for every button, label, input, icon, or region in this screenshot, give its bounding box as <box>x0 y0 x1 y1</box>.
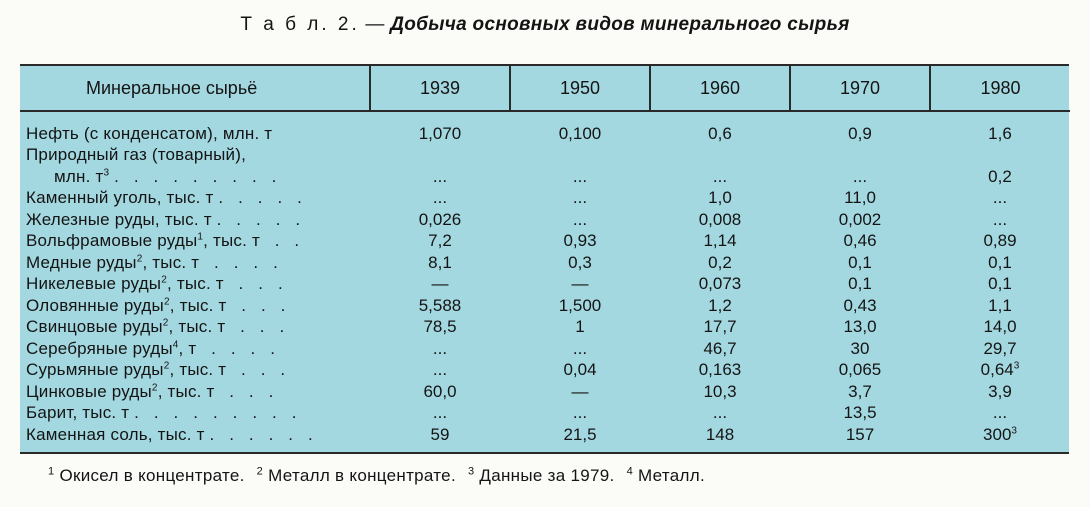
value-cell-1970 <box>790 337 930 359</box>
value-cell-1980 <box>930 273 1070 295</box>
mineral-name-suffix: . . . . . . . . . <box>129 403 297 422</box>
value-cell-1980 <box>930 294 1070 316</box>
value-text: 1,0 <box>708 188 732 207</box>
footnote-ref: 1 <box>197 231 204 243</box>
mineral-name-suffix: , тыс. т . . . <box>157 381 274 401</box>
value-text: 30 <box>850 338 870 358</box>
value-text: ... <box>712 403 728 422</box>
footnote-item <box>48 466 245 485</box>
value-cell-1950 <box>510 122 650 144</box>
value-text: 3,7 <box>848 381 872 401</box>
table-header-row <box>20 66 1070 111</box>
footnote-ref: 4 <box>172 338 179 350</box>
value-cell-1980 <box>930 337 1070 359</box>
mineral-name-suffix: , тыс. т . . . . <box>142 252 279 272</box>
value-cell-1960 <box>650 402 790 424</box>
value-text: ... <box>712 166 728 186</box>
value-text: 7,2 <box>428 231 452 250</box>
value-text: 1,070 <box>418 123 462 143</box>
mineral-table-container <box>20 64 1069 454</box>
value-text: 5,588 <box>418 295 462 315</box>
value-cell-1970 <box>790 122 930 144</box>
value-text: 0,04 <box>563 360 597 379</box>
value-text: 0,1 <box>988 274 1012 293</box>
value-cell-1960 <box>650 208 790 230</box>
footnote-text: Металл в концентрате. <box>263 466 456 485</box>
mineral-name: Каменный уголь, тыс. т <box>26 188 214 207</box>
mineral-name-cell <box>20 122 370 144</box>
value-cell-1970 <box>790 294 930 316</box>
value-cell-1939 <box>370 144 510 166</box>
value-text: 17,7 <box>703 317 737 336</box>
value-cell-1939 <box>370 423 510 445</box>
value-text: 0,065 <box>838 360 882 379</box>
value-cell-1950 <box>510 208 650 230</box>
mineral-name-cell <box>20 337 370 359</box>
mineral-name: Никелевые руды <box>26 274 162 293</box>
table-row <box>20 273 1070 295</box>
table-title <box>0 14 1090 36</box>
table-row <box>20 423 1070 445</box>
value-text: 157 <box>845 424 875 444</box>
mineral-name: Вольфрамовые руды <box>26 231 198 250</box>
value-cell-1970 <box>790 165 930 187</box>
footnotes <box>48 466 717 486</box>
footnote-ref: 2 <box>161 274 167 286</box>
value-text: 11,0 <box>844 188 876 207</box>
footnote-ref: 3 <box>103 166 110 178</box>
table-row <box>20 251 1070 273</box>
value-cell-1970 <box>790 187 930 209</box>
value-cell-1960 <box>650 337 790 359</box>
value-cell-1939 <box>370 165 510 187</box>
value-cell-1950 <box>510 144 650 166</box>
value-text: — <box>571 274 589 293</box>
footnote-number: 3 <box>467 465 475 478</box>
spacer-row <box>20 111 1070 122</box>
value-text: ... <box>992 188 1008 207</box>
mineral-name-cell <box>20 380 370 402</box>
mineral-name: Природный газ (товарный), <box>26 145 247 164</box>
value-cell-1980 <box>930 187 1070 209</box>
value-text: ... <box>572 403 588 422</box>
value-cell-1939 <box>370 359 510 381</box>
value-cell-1980 <box>930 316 1070 338</box>
value-cell-1950 <box>510 359 650 381</box>
value-cell-1939 <box>370 230 510 252</box>
value-cell-1939 <box>370 402 510 424</box>
value-text: ... <box>432 338 448 358</box>
value-text: 1 <box>575 317 585 336</box>
value-text: 8,1 <box>428 252 452 272</box>
value-text: ... <box>992 403 1008 422</box>
value-cell-1950 <box>510 423 650 445</box>
value-text: 0,6 <box>708 123 732 143</box>
footnote-ref: 3 <box>1011 424 1017 436</box>
value-text: — <box>431 274 449 293</box>
footnote-ref: 2 <box>136 252 143 264</box>
table-row <box>20 122 1070 144</box>
value-text: 14,0 <box>983 317 1017 336</box>
mineral-name: млн. т <box>54 166 104 186</box>
value-text: 0,46 <box>843 231 877 250</box>
value-text: 0,008 <box>698 209 742 229</box>
value-cell-1950 <box>510 273 650 295</box>
value-text: ... <box>432 188 448 207</box>
value-cell-1970 <box>790 273 930 295</box>
header-year-1960: 1960 <box>650 66 790 111</box>
mineral-name: Барит, тыс. т <box>26 403 130 422</box>
value-text: ... <box>432 166 448 186</box>
value-text: 148 <box>705 424 735 444</box>
header-year-1950: 1950 <box>510 66 650 111</box>
table-row <box>20 187 1070 209</box>
table-row <box>20 144 1070 166</box>
mineral-name-cell <box>20 359 370 381</box>
value-cell-1970 <box>790 402 930 424</box>
value-text: 1,1 <box>988 295 1012 315</box>
value-cell-1950 <box>510 294 650 316</box>
mineral-name-suffix: , тыс. т . . . <box>169 360 286 379</box>
value-text: 13,5 <box>843 403 877 422</box>
mineral-name-cell <box>20 230 370 252</box>
title-main: Добыча основных видов минерального сырья <box>390 14 850 35</box>
title-prefix: Т а б л. 2. <box>240 14 360 35</box>
value-cell-1950 <box>510 402 650 424</box>
value-text: 59 <box>430 424 450 444</box>
value-text: 0,89 <box>983 231 1017 250</box>
table-row <box>20 294 1070 316</box>
value-text: ... <box>992 209 1008 229</box>
value-cell-1939 <box>370 316 510 338</box>
mineral-name-cell <box>20 402 370 424</box>
mineral-name-cell <box>20 144 370 166</box>
footnote-item <box>257 466 456 485</box>
table-row <box>20 337 1070 359</box>
value-text: 0,1 <box>988 252 1012 272</box>
value-text: 13,0 <box>843 317 877 336</box>
value-text: 1,6 <box>988 123 1012 143</box>
value-cell-1939 <box>370 208 510 230</box>
value-text: 10,3 <box>703 381 737 401</box>
value-cell-1939 <box>370 251 510 273</box>
value-text: ... <box>432 360 448 379</box>
mineral-name-cell <box>20 423 370 445</box>
value-cell-1950 <box>510 316 650 338</box>
mineral-name-suffix: . . . . . <box>213 188 303 207</box>
header-year-1939: 1939 <box>370 66 510 111</box>
mineral-name-cell <box>20 251 370 273</box>
footnote-number: 1 <box>48 465 55 478</box>
value-cell-1939 <box>370 380 510 402</box>
footnote-text: Данные за 1979. <box>474 466 615 485</box>
value-text: 0,002 <box>838 209 882 229</box>
value-cell-1970 <box>790 359 930 381</box>
value-cell-1970 <box>790 316 930 338</box>
mineral-name: Свинцовые руды <box>26 317 163 336</box>
value-text: 1,500 <box>558 295 602 315</box>
value-cell-1970 <box>790 230 930 252</box>
value-cell-1980 <box>930 402 1070 424</box>
value-text: — <box>571 381 589 401</box>
table-row <box>20 316 1070 338</box>
value-cell-1950 <box>510 251 650 273</box>
value-cell-1970 <box>790 144 930 166</box>
value-text: 0,9 <box>848 123 872 143</box>
mineral-name: Железные руды, тыс. т <box>26 209 212 229</box>
mineral-name-cell <box>20 294 370 316</box>
value-text: ... <box>432 403 448 422</box>
table-row <box>20 230 1070 252</box>
value-text: 1,14 <box>703 231 737 250</box>
mineral-name-suffix: , т . . . . <box>178 338 276 358</box>
value-cell-1980 <box>930 122 1070 144</box>
value-text: 0,1 <box>848 274 872 293</box>
value-cell-1960 <box>650 380 790 402</box>
mineral-name: Каменная соль, тыс. т <box>26 424 205 444</box>
footnote-ref: 2 <box>163 360 170 372</box>
mineral-name-cell <box>20 187 370 209</box>
value-text: 0,3 <box>568 252 592 272</box>
value-text: 300 <box>983 424 1012 444</box>
value-cell-1960 <box>650 251 790 273</box>
mineral-name-suffix: , тыс. т . . . <box>167 274 283 293</box>
value-text: 0,93 <box>563 231 597 250</box>
value-text: 21,5 <box>563 424 597 444</box>
table-row <box>20 359 1070 381</box>
table-body <box>20 111 1070 445</box>
footnote-item <box>468 466 615 485</box>
mineral-production-table <box>20 66 1070 445</box>
value-text: 0,073 <box>698 274 742 293</box>
footnote-ref: 3 <box>1013 360 1020 372</box>
value-cell-1960 <box>650 122 790 144</box>
value-cell-1980 <box>930 423 1070 445</box>
value-text: ... <box>572 338 588 358</box>
value-text: ... <box>572 188 588 207</box>
footnote-number: 4 <box>626 465 633 478</box>
mineral-name-cell <box>20 208 370 230</box>
value-cell-1980 <box>930 230 1070 252</box>
header-mineral: Минеральное сырьё <box>20 66 370 111</box>
value-cell-1960 <box>650 316 790 338</box>
value-cell-1980 <box>930 359 1070 381</box>
value-cell-1960 <box>650 273 790 295</box>
value-text: 0,2 <box>708 252 732 272</box>
value-text: 46,7 <box>703 338 737 358</box>
value-text: 1,2 <box>708 295 732 315</box>
mineral-name: Нефть (с конденсатом), млн. т <box>26 123 273 143</box>
value-text: 0,100 <box>558 123 602 143</box>
mineral-name-cell <box>20 316 370 338</box>
footnote-ref: 2 <box>151 381 158 393</box>
footnote-ref: 2 <box>162 317 169 329</box>
mineral-name: Медные руды <box>26 252 137 272</box>
value-cell-1960 <box>650 230 790 252</box>
header-year-1970: 1970 <box>790 66 930 111</box>
value-cell-1939 <box>370 273 510 295</box>
footnote-number: 2 <box>256 465 264 478</box>
value-cell-1960 <box>650 423 790 445</box>
mineral-name-suffix: , тыс. т . . . <box>169 295 286 315</box>
mineral-name-suffix: . . . . . <box>211 209 301 229</box>
value-text: ... <box>572 209 588 229</box>
value-text: 60,0 <box>423 381 457 401</box>
value-cell-1939 <box>370 187 510 209</box>
footnote-ref: 2 <box>163 295 170 307</box>
mineral-name-cell <box>20 165 370 187</box>
value-cell-1970 <box>790 251 930 273</box>
value-text: 0,1 <box>848 252 872 272</box>
value-cell-1960 <box>650 359 790 381</box>
value-cell-1970 <box>790 208 930 230</box>
mineral-name-suffix: , тыс. т . . <box>203 231 300 250</box>
value-cell-1980 <box>930 251 1070 273</box>
value-cell-1939 <box>370 337 510 359</box>
mineral-name-suffix: . . . . . . <box>204 424 313 444</box>
value-cell-1980 <box>930 208 1070 230</box>
value-cell-1960 <box>650 187 790 209</box>
value-cell-1980 <box>930 380 1070 402</box>
value-text: ... <box>572 166 588 186</box>
value-text: ... <box>852 166 868 186</box>
footnote-text: Окисел в концентрате. <box>54 466 245 485</box>
value-cell-1950 <box>510 187 650 209</box>
footnote-item <box>627 466 705 485</box>
value-text: 0,43 <box>843 295 877 315</box>
title-dash: — <box>359 14 391 35</box>
value-cell-1960 <box>650 294 790 316</box>
table-row <box>20 402 1070 424</box>
value-text: 3,9 <box>988 381 1012 401</box>
table-row <box>20 208 1070 230</box>
value-text: 0,026 <box>418 209 462 229</box>
value-text: 0,163 <box>698 360 742 379</box>
value-cell-1950 <box>510 337 650 359</box>
footnote-text: Металл. <box>633 466 705 485</box>
value-text: 0,64 <box>980 360 1014 379</box>
header-year-1980: 1980 <box>930 66 1070 111</box>
value-cell-1950 <box>510 380 650 402</box>
table-row <box>20 165 1070 187</box>
table-row <box>20 380 1070 402</box>
value-cell-1970 <box>790 380 930 402</box>
mineral-name: Цинковые руды <box>26 381 152 401</box>
value-text: 78,5 <box>423 317 457 336</box>
value-cell-1960 <box>650 144 790 166</box>
mineral-name-cell <box>20 273 370 295</box>
value-cell-1980 <box>930 165 1070 187</box>
value-cell-1939 <box>370 122 510 144</box>
value-cell-1950 <box>510 230 650 252</box>
value-cell-1960 <box>650 165 790 187</box>
value-cell-1939 <box>370 294 510 316</box>
mineral-name: Сурьмяные руды <box>26 360 164 379</box>
value-text: 29,7 <box>983 338 1017 358</box>
value-cell-1970 <box>790 423 930 445</box>
value-cell-1980 <box>930 144 1070 166</box>
mineral-name-suffix: . . . . . . . . . <box>109 166 277 186</box>
value-text: 0,2 <box>988 166 1012 186</box>
value-cell-1950 <box>510 165 650 187</box>
mineral-name: Оловянные руды <box>26 295 164 315</box>
mineral-name: Серебряные руды <box>26 338 173 358</box>
mineral-name-suffix: , тыс. т . . . <box>168 317 285 336</box>
